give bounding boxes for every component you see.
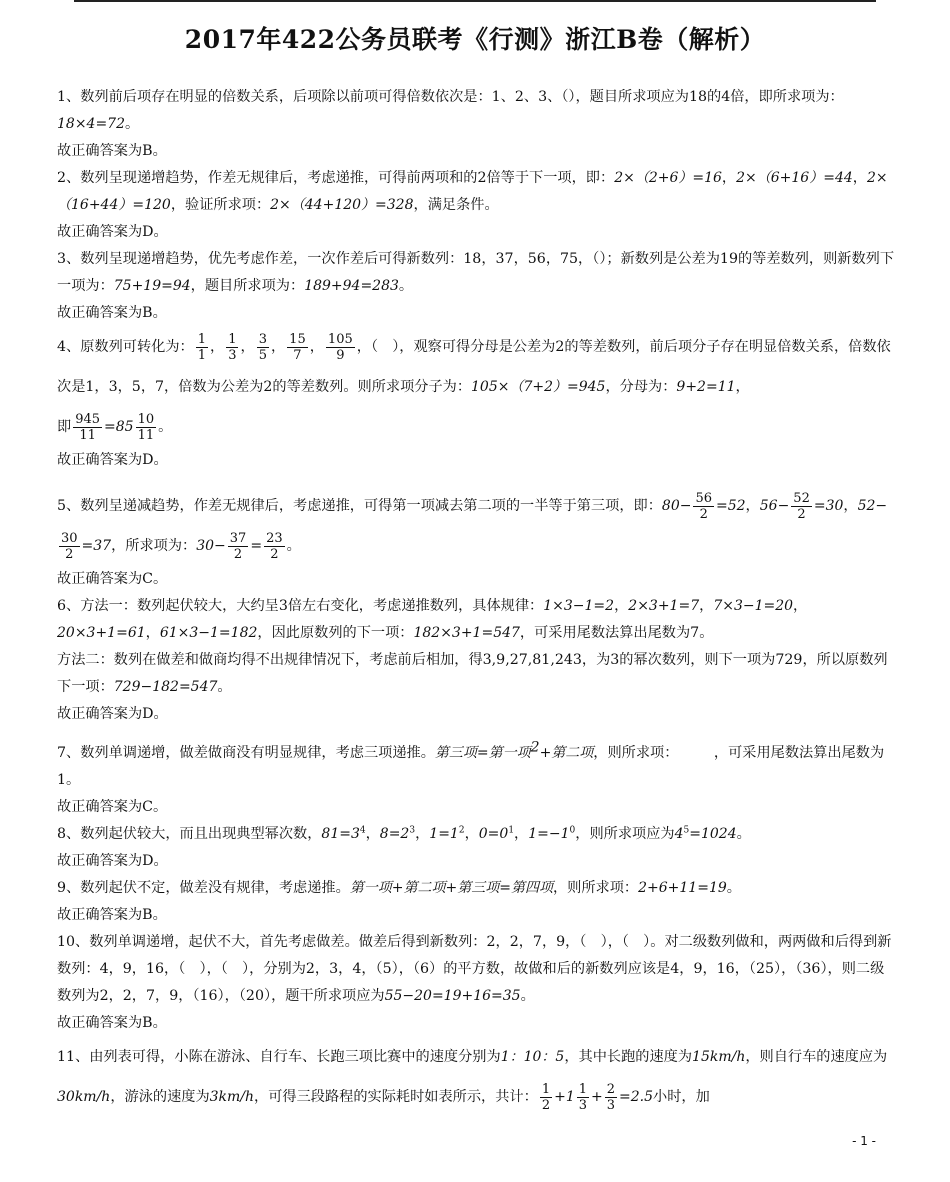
q5-answer: 故正确答案为C。 bbox=[57, 571, 168, 587]
q1-explanation: 1、数列前后项存在明显的倍数关系，后项除以前项可得倍数依次是：1、2、3、（），题目所求项应为18的4倍，即所求项为：18×4=72。 bbox=[57, 89, 844, 132]
q4-explanation: 4、原数列可转化为： $\frac{1}{1}$ ， $\frac{1}{3}$ ， $\frac{3}{5}$ ， $\frac{15}{7}$ ， $\frac{105}{9}$ ，（ ），观察可得分母是公差为2的等差数列，前后项分子存在明显倍数关系，倍数依次是1，3，5，7，倍数为公差为2的等差数列。则所求项分子为：105×（7+2）=945，分母为：9+2=11， 即 $\frac{945}{11}$ =85 $\frac{10}{11}$ 。 bbox=[57, 331, 891, 443]
q7-answer: 故正确答案为C。 bbox=[57, 799, 168, 815]
q3-answer: 故正确答案为B。 bbox=[57, 305, 167, 321]
q4-fraction: $\frac{15}{7}$ bbox=[289, 331, 306, 363]
q8-explanation: 8、数列起伏较大，而且出现典型幂次数，$81=3^4$，$8=2^3$，$1=1^2$，$0=0^1$，$1=-1^0$，则所求项应为$4^5=1024$。 bbox=[57, 825, 751, 842]
q3-explanation: 3、数列呈现递增趋势，优先考虑作差，一次作差后可得新数列：18，37，56，75，（）；新数列是公差为19的等差数列，则新数列下一项为：75+19=94，题目所求项为：189+94=283。 bbox=[57, 251, 895, 294]
q4-answer: 故正确答案为D。 bbox=[57, 452, 168, 468]
q6-explanation: 6、方法一：数列起伏较大，大约呈3倍左右变化，考虑递推数列，具体规律：1×3−1=2，2×3+1=7，7×3−1=20，20×3+1=61，61×3−1=182，因此原数列的下一项：182×3+1=547，可采用尾数法算出尾数为7。 bbox=[57, 598, 808, 641]
page-title: 2017年422公务员联考《行测》浙江B卷（解析） bbox=[184, 25, 766, 54]
q6-method2: 方法二：数列在做差和做商均得不出规律情况下，考虑前后相加，得3,9,27,81,243，为3的幂次数列，则下一项为729，所以原数列下一项：729−182=547。 bbox=[57, 652, 888, 695]
q6-answer: 故正确答案为D。 bbox=[57, 706, 168, 722]
page-number: - 1 - bbox=[852, 1134, 876, 1148]
q9-answer: 故正确答案为B。 bbox=[57, 907, 167, 923]
q5-explanation: 5、数列呈递减趋势，作差无规律后，考虑递推，可得第一项减去第二项的一半等于第三项，即：80− $\frac{56}{2}$ =52，56− $\frac{52}{2}$ =30，52− $\frac{30}{2}$ =37，所求项为：30− $\frac{37}{2}$ = $\frac{23}{2}$ 。 bbox=[57, 490, 888, 562]
q4-fraction: $\frac{105}{9}$ bbox=[327, 331, 353, 363]
q2-answer: 故正确答案为D。 bbox=[57, 224, 168, 240]
q1-answer: 故正确答案为B。 bbox=[57, 143, 167, 159]
q4-fraction: $\frac{1}{1}$ bbox=[197, 331, 206, 363]
q8-answer: 故正确答案为D。 bbox=[57, 853, 168, 869]
q9-explanation: 9、数列起伏不定，做差没有规律，考虑递推。第一项+第二项+第三项=第四项，则所求项：2+6+11=19。 bbox=[57, 880, 741, 896]
q7-explanation: 7、数列单调递增，做差做商没有明显规律，考虑三项递推。第三项=第一项$^2$+第二项，则所求项： ，可采用尾数法算出尾数为1。 bbox=[57, 739, 885, 788]
q4-fractions: $\frac{1}{1}$ ， $\frac{1}{3}$ ， $\frac{3}{5}$ ， $\frac{15}{7}$ ， $\frac{105}{9}$ bbox=[197, 331, 353, 363]
q4-fraction: $\frac{3}{5}$ bbox=[258, 331, 267, 363]
q10-explanation: 10、数列单调递增，起伏不大，首先考虑做差。做差后得到新数列：2，2，7，9，（ ），（ ）。对二级数列做和，两两做和后得到新数列：4，9，16，（ ），（ ），分别为2，3，4，（5），（6）的平方数，故做和后的新数列应该是4，9，16，（25），（36），则二级数列为2，2，7，9，（16），（20），题干所求项应为55−20=19+16=35。 bbox=[57, 934, 892, 1004]
solutions-body bbox=[57, 84, 895, 1117]
q4-fraction: $\frac{1}{3}$ bbox=[228, 331, 237, 363]
q10-answer: 故正确答案为B。 bbox=[57, 1015, 167, 1031]
top-rule bbox=[74, 0, 876, 2]
q11-explanation: 11、由列表可得，小陈在游泳、自行车、长跑三项比赛中的速度分别为1：10：5，其中长跑的速度为15km/h，则自行车的速度应为30km/h，游泳的速度为3km/h，可得三段路程的实际耗时如表所示，共计： $\frac{1}{2}$ +1 $\frac{1}{3}$ + $\frac{2}{3}$ =2.5小时，加 bbox=[57, 1049, 888, 1113]
q2-explanation: 2、数列呈现递增趋势，作差无规律后，考虑递推，可得前两项和的2倍等于下一项，即：2×（2+6）=16，2×（6+16）=44，2×（16+44）=120，验证所求项：2×（44+120）=328，满足条件。 bbox=[57, 170, 888, 213]
